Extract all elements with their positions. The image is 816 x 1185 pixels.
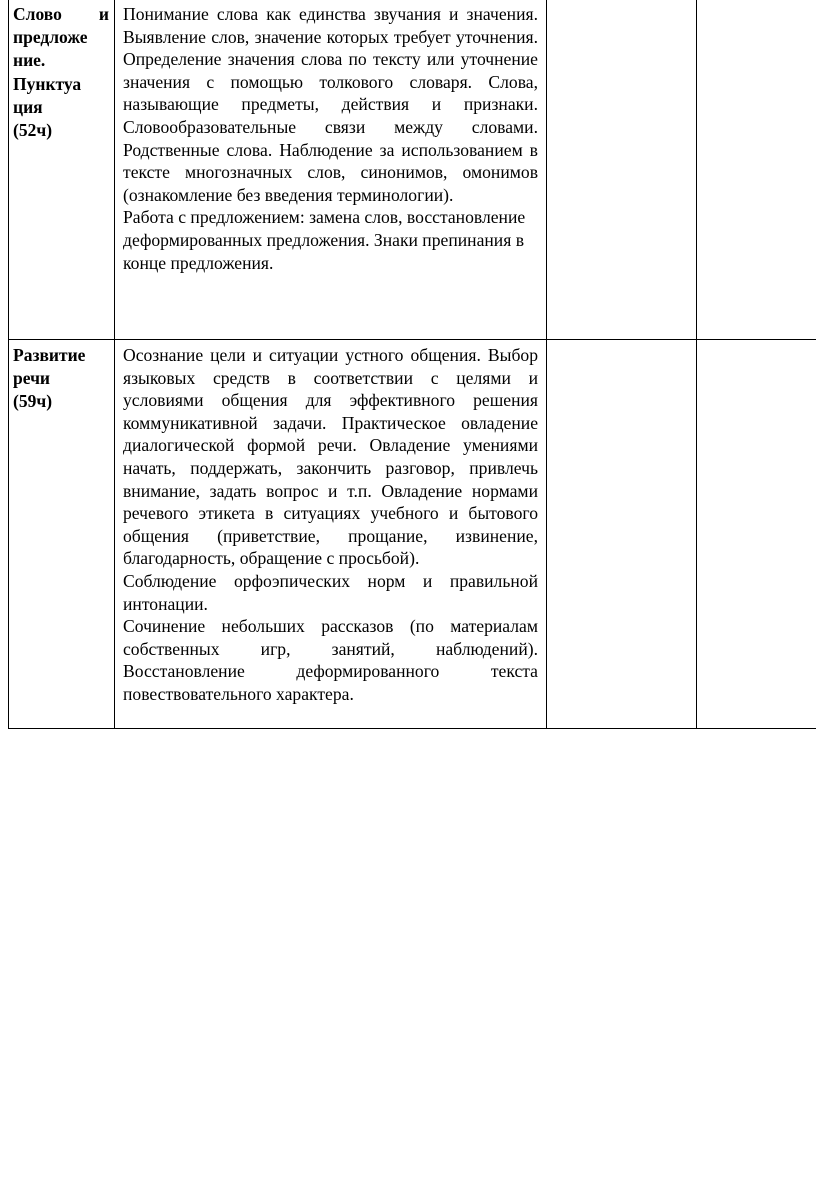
topic-line: ние. (13, 50, 46, 71)
table-row (9, 0, 816, 340)
topic-line: (52ч) (13, 120, 53, 141)
content-paragraph: Работа с предложением: замена слов, восстановление деформированных предложения. Знаки препинания в конце предложения. (123, 207, 526, 273)
content-paragraph: Понимание слова как единства звучания и значения. Выявление слов, значение которых требует уточнения. Определение значения слова по тексту или уточнение значения с помощью толкового словаря. Слова, называющие предметы, действия и признаки. Словообразовательные связи между словами. Родственные слова. Наблюдение за использованием в тексте многозначных слов, синонимов, омонимов (ознакомление без введения терминологии). (123, 4, 538, 205)
empty-cell (547, 340, 697, 729)
empty-cell (697, 0, 816, 340)
topic-line: (59ч) (13, 391, 53, 412)
content-paragraph: Сочинение небольших рассказов (по материалам собственных игр, занятий, наблюдений). Восстановление деформированного текста повествовательного характера. (123, 616, 538, 704)
content-cell (115, 340, 547, 729)
topic-line: Пунктуа (13, 73, 82, 94)
topic-cell (9, 0, 115, 340)
content-paragraph: Соблюдение орфоэпических норм и правильной интонации. (123, 570, 538, 614)
content-paragraph: Осознание цели и ситуации устного общения. Выбор языковых средств в соответствии с целями и условиями общения для эффективного решения коммуникативной задачи. Практическое овладение диалогической формой речи. Овладение умениями начать, поддержать, закончить разговор, привлечь внимание, задать вопрос и т.п. Овладение нормами речевого этикета в ситуациях учебного и бытового общения (приветствие, прощание, извинение, благодарность, обращение с просьбой). (123, 345, 538, 569)
table-row (9, 340, 816, 729)
topic-line: ция (13, 96, 43, 117)
topic-line: речи (13, 368, 51, 389)
topic-cell (9, 340, 115, 729)
content-cell (115, 0, 547, 340)
curriculum-table (8, 0, 816, 729)
empty-cell (697, 340, 816, 729)
empty-cell (547, 0, 697, 340)
topic-line: Развитие (13, 345, 86, 365)
topic-line: Слово и (13, 4, 109, 24)
topic-line: предложе (13, 27, 88, 48)
